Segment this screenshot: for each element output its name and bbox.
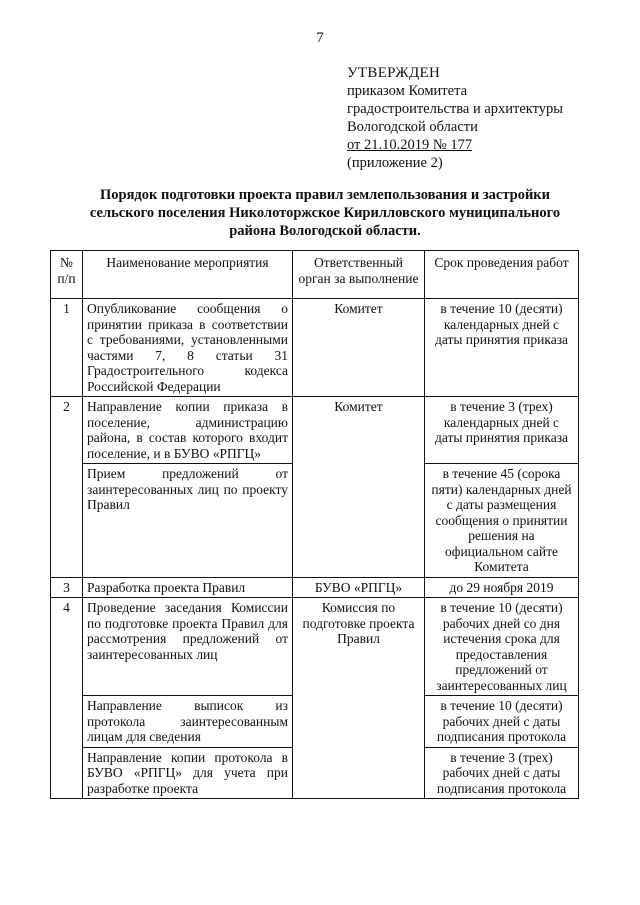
header-org: Ответственный орган за выполнение <box>293 251 425 299</box>
row-org: Комиссия по подготовке проекта Правил <box>293 598 425 799</box>
approval-appendix: (приложение 2) <box>347 155 443 171</box>
header-name: Наименование мероприятия <box>83 251 293 299</box>
row-name: Направление выписок из протокола заинтересованным лицам для сведения <box>83 696 293 748</box>
row-num: 3 <box>51 577 83 598</box>
row-org: Комитет <box>293 397 425 578</box>
table-header-row <box>51 251 579 299</box>
table-row <box>51 598 579 696</box>
title-line: сельского поселения Николоторжское Кирилловского муниципального <box>89 205 561 221</box>
approval-heading: УТВЕРЖДЕН <box>347 65 441 81</box>
approval-block <box>347 64 563 172</box>
row-name: Опубликование сообщения о принятии приказа в соответствии с требованиями, установленными частями 7, 8 статьи 31 Градостроительного кодекса Российской Федерации <box>83 299 293 397</box>
title-line: Порядок подготовки проекта правил землепользования и застройки <box>99 187 551 203</box>
row-name: Разработка проекта Правил <box>83 577 293 598</box>
row-term: в течение 10 (десяти) рабочих дней с даты подписания протокола <box>425 696 579 748</box>
header-num: № п/п <box>51 251 83 299</box>
table-row <box>51 577 579 598</box>
row-num: 2 <box>51 397 83 578</box>
row-name: Проведение заседания Комиссии по подготовке проекта Правил для рассмотрения предложений от заинтересованных лиц <box>83 598 293 696</box>
row-name: Прием предложений от заинтересованных лиц по проекту Правил <box>83 464 293 578</box>
row-org: БУВО «РПГЦ» <box>293 577 425 598</box>
document-title <box>60 186 590 240</box>
row-term: в течение 3 (трех) рабочих дней с даты подписания протокола <box>425 747 579 799</box>
row-org: Комитет <box>293 299 425 397</box>
approval-line: приказом Комитета <box>347 83 468 99</box>
header-term: Срок проведения работ <box>425 251 579 299</box>
approval-line: Вологодской области <box>347 119 478 135</box>
title-line: района Вологодской области. <box>229 223 421 239</box>
page-number: 7 <box>316 30 324 46</box>
row-term: в течение 3 (трех) календарных дней с даты принятия приказа <box>425 397 579 464</box>
row-term: до 29 ноября 2019 <box>425 577 579 598</box>
row-term: в течение 45 (сорока пяти) календарных дней с даты размещения сообщения о принятии решения на официальном сайте Комитета <box>425 464 579 578</box>
table-row <box>51 299 579 397</box>
procedure-table <box>50 250 579 799</box>
row-name: Направление копии протокола в БУВО «РПГЦ» для учета при разработке проекта <box>83 747 293 799</box>
row-name: Направление копии приказа в поселение, администрацию района, в состав которого входит поселение, и в БУВО «РПГЦ» <box>83 397 293 464</box>
row-term: в течение 10 (десяти) рабочих дней со дня истечения срока для предоставления предложений от заинтересованных лиц <box>425 598 579 696</box>
table-row <box>51 397 579 464</box>
row-num: 4 <box>51 598 83 799</box>
approval-line: градостроительства и архитектуры <box>347 101 564 117</box>
row-term: в течение 10 (десяти) календарных дней с даты принятия приказа <box>425 299 579 397</box>
approval-order-date: от 21.10.2019 № 177 <box>347 137 473 153</box>
row-num: 1 <box>51 299 83 397</box>
